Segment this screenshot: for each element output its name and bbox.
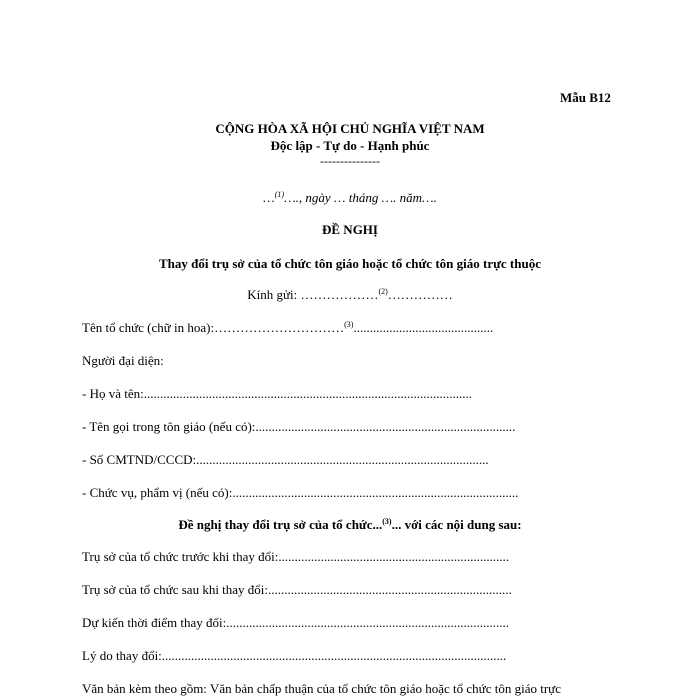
request-heading (0, 517, 700, 533)
org-name-line (82, 320, 493, 336)
org-name-label: Tên tổ chức (chữ in hoa):………………………… (82, 320, 345, 335)
reason-field: Lý do thay đổi:.......................................................................................................... (82, 648, 507, 663)
form-code: Mẫu B12 (560, 90, 611, 105)
place-date-line (0, 190, 700, 206)
motto: Độc lập - Tự do - Hạnh phúc (270, 138, 430, 153)
full-name-field: - Họ và tên:..................................................................................................... (82, 386, 472, 401)
recipient-dots: …………… (387, 287, 453, 302)
religious-name-field: - Tên gọi trong tôn giáo (nếu có):................................................................................ (82, 419, 516, 434)
recipient-line (0, 287, 700, 303)
position-field: - Chức vụ, phẩm vị (nếu có):........................................................................................ (82, 485, 519, 500)
org-name-note: (3) (344, 320, 354, 329)
new-address-field: Trụ sở của tổ chức sau khi thay đổi:........................................................................... (82, 582, 512, 597)
place-note: (1) (274, 190, 285, 199)
attachments-line: Văn bản kèm theo gồm: Văn bản chấp thuận của tổ chức tôn giáo hoặc tổ chức tôn giáo trực (82, 681, 562, 696)
old-address-field: Trụ sở của tổ chức trước khi thay đổi:....................................................................... (82, 549, 510, 564)
request-prefix: Đề nghị thay đổi trụ sở của tổ chức... (178, 517, 383, 532)
request-note: (3) (382, 517, 392, 526)
date-text: …., ngày … tháng …. năm…. (284, 190, 437, 205)
nation-heading: CỘNG HÒA XÃ HỘI CHỦ NGHĨA VIỆT NAM (215, 121, 485, 136)
org-name-dots: ........................................... (353, 320, 494, 335)
place-prefix: … (263, 190, 275, 205)
document-subtitle: Thay đổi trụ sở của tổ chức tôn giáo hoặc tổ chức tôn giáo trực thuộc (159, 256, 541, 271)
representative-label: Người đại diện: (82, 353, 164, 368)
planned-time-field: Dự kiến thời điểm thay đổi:....................................................................................... (82, 615, 510, 630)
id-number-field: - Số CMTND/CCCD:.......................................................................................... (82, 452, 489, 467)
recipient-note: (2) (378, 287, 388, 296)
recipient-label: Kính gửi: ……………… (247, 287, 379, 302)
request-suffix: ... với các nội dung sau: (391, 517, 522, 532)
document-title: ĐỀ NGHỊ (322, 222, 378, 237)
header-separator: --------------- (320, 154, 380, 168)
